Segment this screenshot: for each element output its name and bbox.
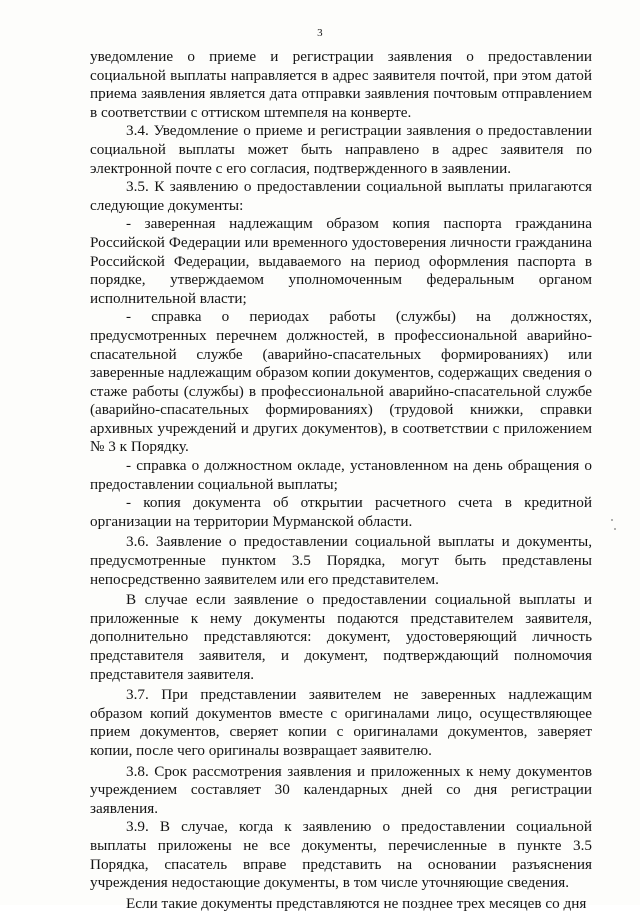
paragraph-3-4: 3.4. Уведомление о приеме и регистрации заявления о предоставлении социальной выплаты может быть направлено в адрес заявителя по электронной почте с его согласия, подтвержденного в заявлении. <box>90 122 592 177</box>
paragraph-3-8: 3.8. Срок рассмотрения заявления и приложенных к нему документов учреждением составляет 30 календарных дней со дня регистрации заявления. <box>90 762 592 817</box>
paragraph-3-5: 3.5. К заявлению о предоставлении социальной выплаты прилагаются следующие документы: <box>90 178 592 214</box>
list-item-service-certificate: - справка о периодах работы (службы) на должностях, предусмотренных перечнем должностей, в профессиональной аварийно-спасательной службе (аварийно-спасательных формированиях) или заверенные надлежащим образом копии документов, содержащих сведения о стаже работы (службы) в профессиональной аварийно-спасательной службе (аварийно-спасательных формированиях) (трудовой книжки, справки архивных учреждений и других документов), в соответствии с приложением № 3 к Порядку. <box>90 308 592 456</box>
page-number: 3 <box>317 27 323 39</box>
scan-speck <box>614 528 616 530</box>
paragraph-continuation: уведомление о приеме и регистрации заявления о предоставлении социальной выплаты направляется в адрес заявителя почтой, при этом датой приема заявления является дата отправки заявления почтовым отправлением в соответствии с оттиском штемпеля на конверте. <box>90 48 592 121</box>
paragraph-3-9-continuation: Если такие документы представляются не позднее трех месяцев со дня <box>126 894 587 912</box>
scan-speck <box>611 519 613 521</box>
paragraph-3-9: 3.9. В случае, когда к заявлению о предоставлении социальной выплаты приложены не все документы, перечисленные в пункте 3.5 Порядка, спасатель вправе представить на основании разъяснения учреждения недостающие документы, в том числе уточняющие сведения. <box>90 818 592 892</box>
list-item-salary-certificate: - справка о должностном окладе, установленном на день обращения о предоставлении социальной выплаты; <box>90 457 592 493</box>
paragraph-3-7: 3.7. При представлении заявителем не заверенных надлежащим образом копий документов вместе с оригиналами лицо, осуществляющее прием документов, сверяет копии с оригиналами документов, заверяет копии, после чего оригиналы возвращает заявителю. <box>90 686 592 759</box>
document-body <box>90 48 592 913</box>
paragraph-3-6: 3.6. Заявление о предоставлении социальной выплаты и документы, предусмотренные пунктом 3.5 Порядка, могут быть представлены непосредственно заявителем или его представителем. <box>90 533 592 588</box>
paragraph-3-6-representative: В случае если заявление о предоставлении социальной выплаты и приложенные к нему документы подаются представителем заявителя, дополнительно представляются: документ, удостоверяющий личность представителя заявителя, и документ, подтверждающий полномочия представителя заявителя. <box>90 591 592 683</box>
list-item-bank-account-copy: - копия документа об открытии расчетного счета в кредитной организации на территории Мурманской области. <box>90 494 592 530</box>
list-item-passport-copy: - заверенная надлежащим образом копия паспорта гражданина Российской Федерации или временного удостоверения личности гражданина Российской Федерации, выдаваемого на период оформления паспорта в порядке, утверждаемом уполномоченным федеральным органом исполнительной власти; <box>90 215 592 307</box>
